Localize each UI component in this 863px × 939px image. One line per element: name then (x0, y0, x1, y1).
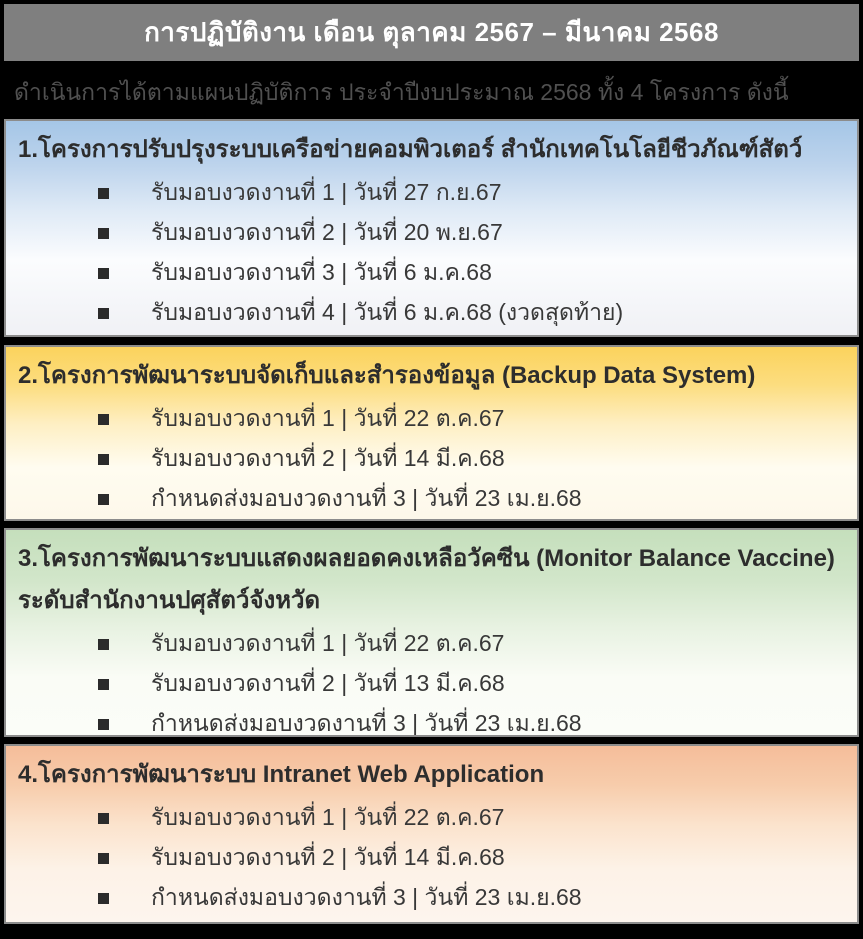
bullet-square-icon (98, 308, 109, 319)
milestone-text: รับมอบงวดงานที่ 2 | วันที่ 14 มี.ค.68 (151, 445, 505, 471)
project-section-network (4, 119, 859, 337)
project-title: 3.โครงการพัฒนาระบบแสดงผลยอดคงเหลือวัคซีน (Monitor Balance Vaccine) ระดับสำนักงานปศุสัตว์จังหวัด (18, 545, 835, 614)
milestone-row (18, 399, 845, 439)
milestone-text: รับมอบงวดงานที่ 1 | วันที่ 22 ต.ค.67 (151, 630, 505, 656)
milestone-text: กำหนดส่งมอบงวดงานที่ 3 | วันที่ 23 เม.ย.68 (151, 884, 582, 910)
bullet-square-icon (98, 188, 109, 199)
milestone-text: รับมอบงวดงานที่ 2 | วันที่ 13 มี.ค.68 (151, 670, 505, 696)
milestone-text: รับมอบงวดงานที่ 2 | วันที่ 14 มี.ค.68 (151, 844, 505, 870)
project-title: 1.โครงการปรับปรุงระบบเครือข่ายคอมพิวเตอร์ สำนักเทคโนโลยีชีวภัณฑ์สัตว์ (18, 136, 803, 163)
milestone-row (18, 173, 845, 213)
project-section-intranet (4, 744, 859, 924)
milestone-row (18, 704, 845, 737)
milestone-text: กำหนดส่งมอบงวดงานที่ 3 | วันที่ 23 เม.ย.68 (151, 710, 582, 736)
project-section-backup (4, 345, 859, 521)
milestone-text: กำหนดส่งมอบงวดงานที่ 3 | วันที่ 23 เม.ย.68 (151, 485, 582, 511)
project-title: 2.โครงการพัฒนาระบบจัดเก็บและสำรองข้อมูล (Backup Data System) (18, 362, 756, 389)
milestone-text: รับมอบงวดงานที่ 1 | วันที่ 22 ต.ค.67 (151, 405, 505, 431)
bullet-square-icon (98, 494, 109, 505)
milestone-text: รับมอบงวดงานที่ 1 | วันที่ 27 ก.ย.67 (151, 179, 502, 205)
milestone-row (18, 253, 845, 293)
intro-text: ดำเนินการได้ตามแผนปฏิบัติการ ประจำปีงบประมาณ 2568 ทั้ง 4 โครงการ ดังนี้ (14, 79, 789, 105)
milestone-row (18, 838, 845, 878)
milestone-row (18, 439, 845, 479)
milestone-text: รับมอบงวดงานที่ 1 | วันที่ 22 ต.ค.67 (151, 804, 505, 830)
bullet-square-icon (98, 813, 109, 824)
bullet-square-icon (98, 893, 109, 904)
milestone-text: รับมอบงวดงานที่ 3 | วันที่ 6 ม.ค.68 (151, 259, 492, 285)
milestone-row (18, 664, 845, 704)
bullet-square-icon (98, 228, 109, 239)
project-section-vaccine-monitor (4, 528, 859, 737)
bullet-square-icon (98, 853, 109, 864)
milestone-row (18, 479, 845, 519)
bullet-square-icon (98, 454, 109, 465)
page-title: การปฏิบัติงาน เดือน ตุลาคม 2567 – มีนาคม 2568 (4, 4, 859, 61)
bullet-square-icon (98, 719, 109, 730)
milestone-row (18, 878, 845, 918)
milestone-row (18, 798, 845, 838)
milestone-row (18, 624, 845, 664)
bullet-square-icon (98, 679, 109, 690)
bullet-square-icon (98, 268, 109, 279)
milestone-text: รับมอบงวดงานที่ 4 | วันที่ 6 ม.ค.68 (งวดสุดท้าย) (151, 299, 624, 325)
project-title: 4.โครงการพัฒนาระบบ Intranet Web Application (18, 761, 545, 788)
bullet-square-icon (98, 639, 109, 650)
bullet-square-icon (98, 414, 109, 425)
milestone-row (18, 213, 845, 253)
milestone-row (18, 293, 845, 333)
milestone-text: รับมอบงวดงานที่ 2 | วันที่ 20 พ.ย.67 (151, 219, 503, 245)
